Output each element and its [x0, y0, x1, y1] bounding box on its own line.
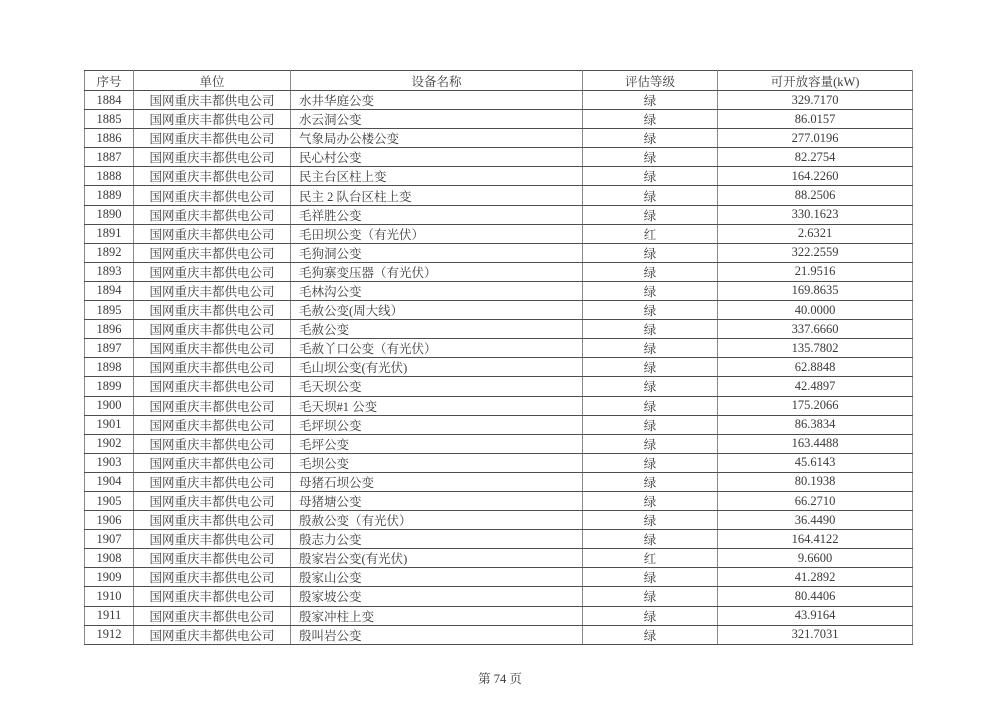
cell-grade: 红	[583, 549, 718, 568]
cell-unit: 国网重庆丰都供电公司	[134, 491, 291, 510]
cell-unit: 国网重庆丰都供电公司	[134, 453, 291, 472]
cell-capacity: 321.7031	[718, 625, 913, 644]
cell-grade: 绿	[583, 186, 718, 205]
cell-capacity: 66.2710	[718, 491, 913, 510]
cell-serial: 1885	[85, 110, 134, 129]
table-row	[85, 148, 913, 167]
cell-capacity: 175.2066	[718, 396, 913, 415]
table-row	[85, 530, 913, 549]
cell-grade: 绿	[583, 415, 718, 434]
cell-capacity: 40.0000	[718, 301, 913, 320]
table-row	[85, 549, 913, 568]
cell-grade: 绿	[583, 129, 718, 148]
cell-grade: 绿	[583, 358, 718, 377]
cell-capacity: 163.4488	[718, 434, 913, 453]
table-row	[85, 625, 913, 644]
cell-grade: 绿	[583, 396, 718, 415]
cell-grade: 绿	[583, 472, 718, 491]
cell-unit: 国网重庆丰都供电公司	[134, 281, 291, 300]
cell-capacity: 330.1623	[718, 205, 913, 224]
cell-device-name: 毛田坝公变（有光伏）	[291, 224, 583, 243]
table-row	[85, 587, 913, 606]
cell-device-name: 水井华庭公变	[291, 91, 583, 110]
table-row	[85, 472, 913, 491]
cell-capacity: 42.4897	[718, 377, 913, 396]
table-row	[85, 262, 913, 281]
cell-serial: 1908	[85, 549, 134, 568]
cell-grade: 绿	[583, 167, 718, 186]
col-header-device-name: 设备名称	[291, 71, 583, 91]
cell-device-name: 毛天坝公变	[291, 377, 583, 396]
cell-capacity: 62.8848	[718, 358, 913, 377]
table-row	[85, 358, 913, 377]
cell-capacity: 36.4490	[718, 511, 913, 530]
cell-serial: 1887	[85, 148, 134, 167]
cell-unit: 国网重庆丰都供电公司	[134, 625, 291, 644]
cell-serial: 1897	[85, 339, 134, 358]
cell-capacity: 45.6143	[718, 453, 913, 472]
cell-grade: 绿	[583, 243, 718, 262]
table-row	[85, 339, 913, 358]
cell-grade: 绿	[583, 530, 718, 549]
cell-serial: 1909	[85, 568, 134, 587]
cell-capacity: 86.3834	[718, 415, 913, 434]
cell-serial: 1894	[85, 281, 134, 300]
cell-unit: 国网重庆丰都供电公司	[134, 511, 291, 530]
cell-serial: 1884	[85, 91, 134, 110]
cell-capacity: 88.2506	[718, 186, 913, 205]
table-row	[85, 224, 913, 243]
col-header-capacity: 可开放容量(kW)	[718, 71, 913, 91]
cell-serial: 1899	[85, 377, 134, 396]
cell-serial: 1911	[85, 606, 134, 625]
cell-unit: 国网重庆丰都供电公司	[134, 472, 291, 491]
cell-unit: 国网重庆丰都供电公司	[134, 224, 291, 243]
cell-serial: 1912	[85, 625, 134, 644]
cell-device-name: 毛坪坝公变	[291, 415, 583, 434]
cell-grade: 绿	[583, 205, 718, 224]
table-row	[85, 110, 913, 129]
col-header-unit: 单位	[134, 71, 291, 91]
cell-device-name: 殷家冲柱上变	[291, 606, 583, 625]
cell-serial: 1890	[85, 205, 134, 224]
cell-capacity: 82.2754	[718, 148, 913, 167]
cell-capacity: 135.7802	[718, 339, 913, 358]
cell-unit: 国网重庆丰都供电公司	[134, 243, 291, 262]
cell-capacity: 80.1938	[718, 472, 913, 491]
cell-device-name: 毛赦丫口公变（有光伏）	[291, 339, 583, 358]
cell-grade: 绿	[583, 491, 718, 510]
cell-unit: 国网重庆丰都供电公司	[134, 568, 291, 587]
cell-capacity: 86.0157	[718, 110, 913, 129]
cell-serial: 1900	[85, 396, 134, 415]
cell-capacity: 329.7170	[718, 91, 913, 110]
cell-serial: 1889	[85, 186, 134, 205]
cell-device-name: 气象局办公楼公变	[291, 129, 583, 148]
cell-serial: 1892	[85, 243, 134, 262]
cell-unit: 国网重庆丰都供电公司	[134, 129, 291, 148]
table-row	[85, 377, 913, 396]
cell-device-name: 民主 2 队台区柱上变	[291, 186, 583, 205]
cell-unit: 国网重庆丰都供电公司	[134, 91, 291, 110]
table-row	[85, 91, 913, 110]
cell-device-name: 毛祥胜公变	[291, 205, 583, 224]
cell-unit: 国网重庆丰都供电公司	[134, 434, 291, 453]
cell-grade: 绿	[583, 148, 718, 167]
cell-device-name: 毛山坝公变(有光伏)	[291, 358, 583, 377]
table-row	[85, 434, 913, 453]
cell-grade: 绿	[583, 91, 718, 110]
cell-capacity: 322.2559	[718, 243, 913, 262]
cell-device-name: 母猪石坝公变	[291, 472, 583, 491]
cell-capacity: 164.4122	[718, 530, 913, 549]
cell-unit: 国网重庆丰都供电公司	[134, 148, 291, 167]
table-row	[85, 167, 913, 186]
cell-unit: 国网重庆丰都供电公司	[134, 396, 291, 415]
cell-serial: 1896	[85, 320, 134, 339]
cell-serial: 1898	[85, 358, 134, 377]
cell-unit: 国网重庆丰都供电公司	[134, 186, 291, 205]
cell-grade: 绿	[583, 281, 718, 300]
cell-device-name: 毛狗洞公变	[291, 243, 583, 262]
cell-device-name: 毛坝公变	[291, 453, 583, 472]
cell-device-name: 毛赦公变(周大线）	[291, 301, 583, 320]
cell-device-name: 殷叫岩公变	[291, 625, 583, 644]
cell-device-name: 殷家山公变	[291, 568, 583, 587]
table-row	[85, 568, 913, 587]
cell-unit: 国网重庆丰都供电公司	[134, 110, 291, 129]
cell-unit: 国网重庆丰都供电公司	[134, 377, 291, 396]
table-header-row	[85, 71, 913, 91]
cell-device-name: 母猪塘公变	[291, 491, 583, 510]
cell-serial: 1886	[85, 129, 134, 148]
cell-serial: 1901	[85, 415, 134, 434]
cell-unit: 国网重庆丰都供电公司	[134, 415, 291, 434]
table-body	[85, 91, 913, 645]
table-row	[85, 511, 913, 530]
table-row	[85, 281, 913, 300]
table-row	[85, 415, 913, 434]
cell-serial: 1891	[85, 224, 134, 243]
page-number: 第 74 页	[478, 672, 522, 686]
col-header-serial: 序号	[85, 71, 134, 91]
table-row	[85, 129, 913, 148]
cell-serial: 1905	[85, 491, 134, 510]
cell-serial: 1910	[85, 587, 134, 606]
cell-serial: 1893	[85, 262, 134, 281]
cell-serial: 1895	[85, 301, 134, 320]
cell-serial: 1906	[85, 511, 134, 530]
cell-capacity: 41.2892	[718, 568, 913, 587]
cell-grade: 绿	[583, 568, 718, 587]
cell-grade: 绿	[583, 606, 718, 625]
cell-grade: 绿	[583, 434, 718, 453]
cell-grade: 绿	[583, 339, 718, 358]
cell-grade: 绿	[583, 511, 718, 530]
cell-grade: 绿	[583, 625, 718, 644]
cell-grade: 绿	[583, 377, 718, 396]
cell-grade: 红	[583, 224, 718, 243]
cell-unit: 国网重庆丰都供电公司	[134, 301, 291, 320]
table-row	[85, 205, 913, 224]
cell-device-name: 毛天坝#1 公变	[291, 396, 583, 415]
cell-device-name: 水云洞公变	[291, 110, 583, 129]
cell-unit: 国网重庆丰都供电公司	[134, 167, 291, 186]
cell-grade: 绿	[583, 301, 718, 320]
cell-unit: 国网重庆丰都供电公司	[134, 606, 291, 625]
cell-capacity: 2.6321	[718, 224, 913, 243]
table-row	[85, 491, 913, 510]
cell-capacity: 80.4406	[718, 587, 913, 606]
table-row	[85, 320, 913, 339]
cell-capacity: 164.2260	[718, 167, 913, 186]
cell-grade: 绿	[583, 262, 718, 281]
capacity-table	[84, 70, 913, 645]
cell-unit: 国网重庆丰都供电公司	[134, 549, 291, 568]
cell-device-name: 毛赦公变	[291, 320, 583, 339]
table-row	[85, 606, 913, 625]
cell-device-name: 殷赦公变（有光伏）	[291, 511, 583, 530]
cell-device-name: 殷家坡公变	[291, 587, 583, 606]
cell-device-name: 殷志力公变	[291, 530, 583, 549]
table-row	[85, 301, 913, 320]
cell-grade: 绿	[583, 320, 718, 339]
cell-device-name: 民心村公变	[291, 148, 583, 167]
cell-device-name: 毛林沟公变	[291, 281, 583, 300]
cell-unit: 国网重庆丰都供电公司	[134, 530, 291, 549]
cell-unit: 国网重庆丰都供电公司	[134, 205, 291, 224]
cell-serial: 1904	[85, 472, 134, 491]
cell-capacity: 43.9164	[718, 606, 913, 625]
cell-device-name: 毛坪公变	[291, 434, 583, 453]
col-header-grade: 评估等级	[583, 71, 718, 91]
cell-serial: 1902	[85, 434, 134, 453]
cell-capacity: 9.6600	[718, 549, 913, 568]
cell-grade: 绿	[583, 453, 718, 472]
cell-unit: 国网重庆丰都供电公司	[134, 320, 291, 339]
cell-unit: 国网重庆丰都供电公司	[134, 339, 291, 358]
cell-device-name: 毛狗寨变压器（有光伏）	[291, 262, 583, 281]
table-row	[85, 186, 913, 205]
cell-grade: 绿	[583, 587, 718, 606]
cell-capacity: 277.0196	[718, 129, 913, 148]
cell-device-name: 殷家岩公变(有光伏)	[291, 549, 583, 568]
cell-serial: 1903	[85, 453, 134, 472]
table-row	[85, 396, 913, 415]
cell-device-name: 民主台区柱上变	[291, 167, 583, 186]
cell-capacity: 169.8635	[718, 281, 913, 300]
cell-capacity: 337.6660	[718, 320, 913, 339]
cell-grade: 绿	[583, 110, 718, 129]
cell-unit: 国网重庆丰都供电公司	[134, 262, 291, 281]
table-row	[85, 453, 913, 472]
cell-unit: 国网重庆丰都供电公司	[134, 358, 291, 377]
cell-unit: 国网重庆丰都供电公司	[134, 587, 291, 606]
cell-serial: 1888	[85, 167, 134, 186]
table-row	[85, 243, 913, 262]
cell-serial: 1907	[85, 530, 134, 549]
cell-capacity: 21.9516	[718, 262, 913, 281]
